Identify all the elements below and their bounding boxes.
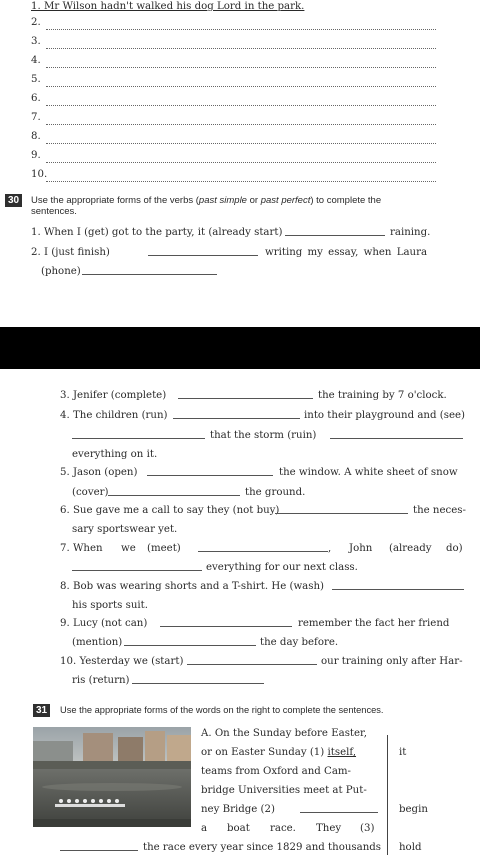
sentence-9-mention: (mention) (72, 637, 123, 648)
sentence-4-end: everything on it. (72, 449, 158, 460)
exercise-31-instruction: Use the appropriate forms of the words on the right to complete the sentences. (60, 705, 384, 715)
answer-blank[interactable] (148, 246, 258, 256)
sentence-4-mid: into their playground and (see) (304, 410, 465, 421)
ex31-line-7: the race every year since 1829 and thousands (143, 842, 382, 853)
sentence-5-mid: the window. A white sheet of snow (279, 467, 458, 478)
line-item: 4. (31, 55, 41, 66)
ex31-line-1: A. On the Sunday before Easter, (201, 728, 368, 739)
sentence-5-start: 5. Jason (open) (60, 467, 138, 478)
sentence-9-end: the day before. (260, 637, 339, 648)
sentence-8-start: 8. Bob was wearing shorts and a T-shirt. He (wash) (60, 581, 325, 592)
sentence-7-when: 7. When (60, 543, 103, 554)
ex31-line-4: bridge Universities meet at Put- (201, 785, 367, 796)
ex31-line-6c: race. (270, 823, 296, 834)
answer-blank[interactable] (82, 265, 217, 275)
page-gap-band (0, 327, 480, 369)
sentence-9-start: 9. Lucy (not can) (60, 618, 148, 629)
answer-blank[interactable] (160, 617, 292, 627)
line-item: 9. (31, 150, 41, 161)
answer-blank[interactable] (300, 803, 378, 813)
line-item: 5. (31, 74, 41, 85)
word-column-divider (387, 735, 388, 855)
line-item: 6. (31, 93, 41, 104)
exercise-30-instruction: Use the appropriate forms of the verbs (past simple or past perfect) to complete the sentences. (31, 195, 382, 217)
ex31-example-answer: itself, (327, 747, 357, 758)
answer-blank[interactable] (173, 409, 300, 419)
sentence-2-mid: writing my essay, when Laura (265, 247, 428, 258)
answer-blank[interactable] (147, 466, 273, 476)
answer-blank[interactable] (132, 674, 264, 684)
ex31-line-2: or on Easter Sunday (1) itself, (201, 747, 357, 758)
example-sentence (31, 0, 304, 14)
exercise-30-badge: 30 (5, 194, 22, 207)
sentence-8-end: his sports suit. (72, 600, 148, 611)
sentence-1-start: 1. When I (get) got to the party, it (already start) (31, 227, 283, 238)
answer-blank[interactable] (332, 580, 464, 590)
word-3: hold (399, 842, 422, 853)
answer-blank[interactable] (285, 226, 385, 236)
sentence-3-end: the training by 7 o'clock. (318, 390, 447, 401)
answer-blank[interactable] (178, 389, 313, 399)
word-1: it (399, 747, 407, 758)
sentence-7-comma: , (328, 543, 332, 554)
sentence-7-john: John (349, 543, 373, 554)
answer-blank[interactable] (108, 486, 240, 496)
answer-blank[interactable] (72, 429, 205, 439)
sentence-7-meet: (meet) (147, 543, 181, 554)
sentence-2-start: 2. I (just finish) (31, 247, 110, 258)
sentence-5-cover: (cover) (72, 487, 109, 498)
sentence-7-end: everything for our next class. (206, 562, 358, 573)
line-item: 3. (31, 36, 41, 47)
answer-blank[interactable] (330, 429, 463, 439)
ex31-line-6b: boat (227, 823, 250, 834)
word-2: begin (399, 804, 428, 815)
sentence-4-start: 4. The children (run) (60, 410, 168, 421)
ex31-line-6e: (3) (360, 823, 375, 834)
sentence-4-storm: that the storm (ruin) (210, 430, 317, 441)
sentence-7-we: we (121, 543, 136, 554)
example-text: 1. Mr Wilson hadn't walked his dog Lord in the park. (31, 1, 305, 12)
answer-blank[interactable] (187, 655, 317, 665)
line-item: 10. (31, 169, 47, 180)
line-item: 8. (31, 131, 41, 142)
sentence-1-end: raining. (390, 227, 431, 238)
answer-blank[interactable] (60, 841, 138, 851)
sentence-9-mid: remember the fact her friend (298, 618, 450, 629)
ex31-line-5: ney Bridge (2) (201, 804, 275, 815)
exercise-31-badge: 31 (33, 704, 50, 717)
line-item: 2. (31, 17, 41, 28)
ex31-line-3: teams from Oxford and Cam- (201, 766, 351, 777)
line-item: 7. (31, 112, 41, 123)
rowing-race-photo (33, 727, 191, 827)
ex31-line-6a: a (201, 823, 208, 834)
sentence-5-end: the ground. (245, 487, 306, 498)
answer-blank[interactable] (198, 542, 328, 552)
sentence-7-do: do) (446, 543, 463, 554)
sentence-3-start: 3. Jenifer (complete) (60, 390, 167, 401)
sentence-6-start: 6. Sue gave me a call to say they (not buy) (60, 505, 280, 516)
answer-blank[interactable] (124, 636, 256, 646)
sentence-7-already: (already (389, 543, 432, 554)
sentence-10-return: ris (return) (72, 675, 130, 686)
sentence-10-mid: our training only after Har- (321, 656, 463, 667)
sentence-6-mid: the neces- (413, 505, 466, 516)
answer-blank[interactable] (275, 504, 408, 514)
sentence-2-phone: (phone) (41, 266, 81, 277)
sentence-10-start: 10. Yesterday we (start) (60, 656, 184, 667)
answer-blank[interactable] (72, 561, 202, 571)
sentence-6-end: sary sportswear yet. (72, 524, 178, 535)
ex31-line-6d: They (316, 823, 342, 834)
